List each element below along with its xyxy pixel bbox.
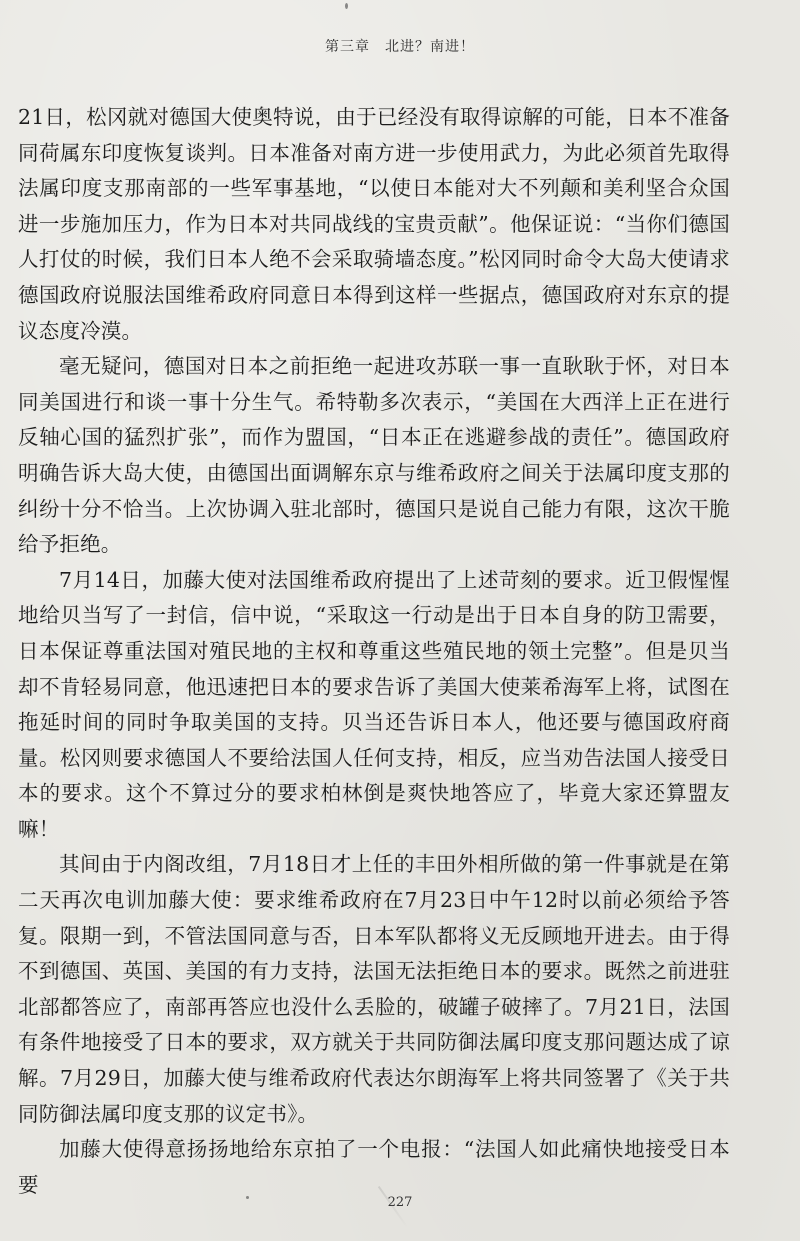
paragraph-5: 加藤大使得意扬扬地给东京拍了一个电报：“法国人如此痛快地接受日本要 <box>18 1137 730 1197</box>
body-text <box>18 100 730 1203</box>
paragraph-3: 7月14日，加藤大使对法国维希政府提出了上述苛刻的要求。近卫假惺惺地给贝当写了一封信，信中说，“采取这一行动是出于日本自身的防卫需要，日本保证尊重法国对殖民地的主权和尊重这些殖民地的领土完整”。但是贝当却不肯轻易同意，他迅速把日本的要求告诉了美国大使莱希海军上将，试图在拖延时间的同时争取美国的支持。贝当还告诉日本人，他还要与德国政府商量。松冈则要求德国人不要给法国人任何支持，相反，应当劝告法国人接受日本的要求。这个不算过分的要求柏林倒是爽快地答应了，毕竟大家还算盟友嘛！ <box>18 567 730 841</box>
paragraph-4: 其间由于内阁改组，7月18日才上任的丰田外相所做的第一件事就是在第二天再次电训加藤大使：要求维希政府在7月23日中午12时以前必须给予答复。限期一到，不管法国同意与否，日本军队都将义无反顾地开进去。由于得不到德国、英国、美国的有力支持，法国无法拒绝日本的要求。既然之前进驻北部都答应了，南部再答应也没什么丢脸的，破罐子破摔了。7月21日，法国有条件地接受了日本的要求，双方就关于共同防御法属印度支那问题达成了谅解。7月29日，加藤大使与维希政府代表达尔朗海军上将共同签署了《关于共同防御法属印度支那的议定书》。 <box>18 852 730 1126</box>
scan-speck <box>345 3 348 9</box>
paragraph-2: 毫无疑问，德国对日本之前拒绝一起进攻苏联一事一直耿耿于怀，对日本同美国进行和谈一事十分生气。希特勒多次表示，“美国在大西洋上正在进行反轴心国的猛烈扩张”，而作为盟国，“日本正在逃避参战的责任”。德国政府明确告诉大岛大使，由德国出面调解东京与维希政府之间关于法属印度支那的纠纷十分不恰当。上次协调入驻北部时，德国只是说自己能力有限，这次干脆给予拒绝。 <box>18 354 730 557</box>
paragraph-1: 21日，松冈就对德国大使奥特说，由于已经没有取得谅解的可能，日本不准备同荷属东印度恢复谈判。日本准备对南方进一步使用武力，为此必须首先取得法属印度支那南部的一些军事基地，“以使日本能对大不列颠和美利坚合众国进一步施加压力，作为日本对共同战线的宝贵贡献”。他保证说：“当你们德国人打仗的时候，我们日本人绝不会采取骑墙态度。”松冈同时命令大岛大使请求德国政府说服法国维希政府同意日本得到这样一些据点，德国政府对东京的提议态度冷漠。 <box>18 105 730 343</box>
page-number: 227 <box>387 1195 413 1210</box>
running-head: 第三章 北进？南进！ <box>325 39 475 55</box>
scan-speck <box>246 1196 249 1199</box>
